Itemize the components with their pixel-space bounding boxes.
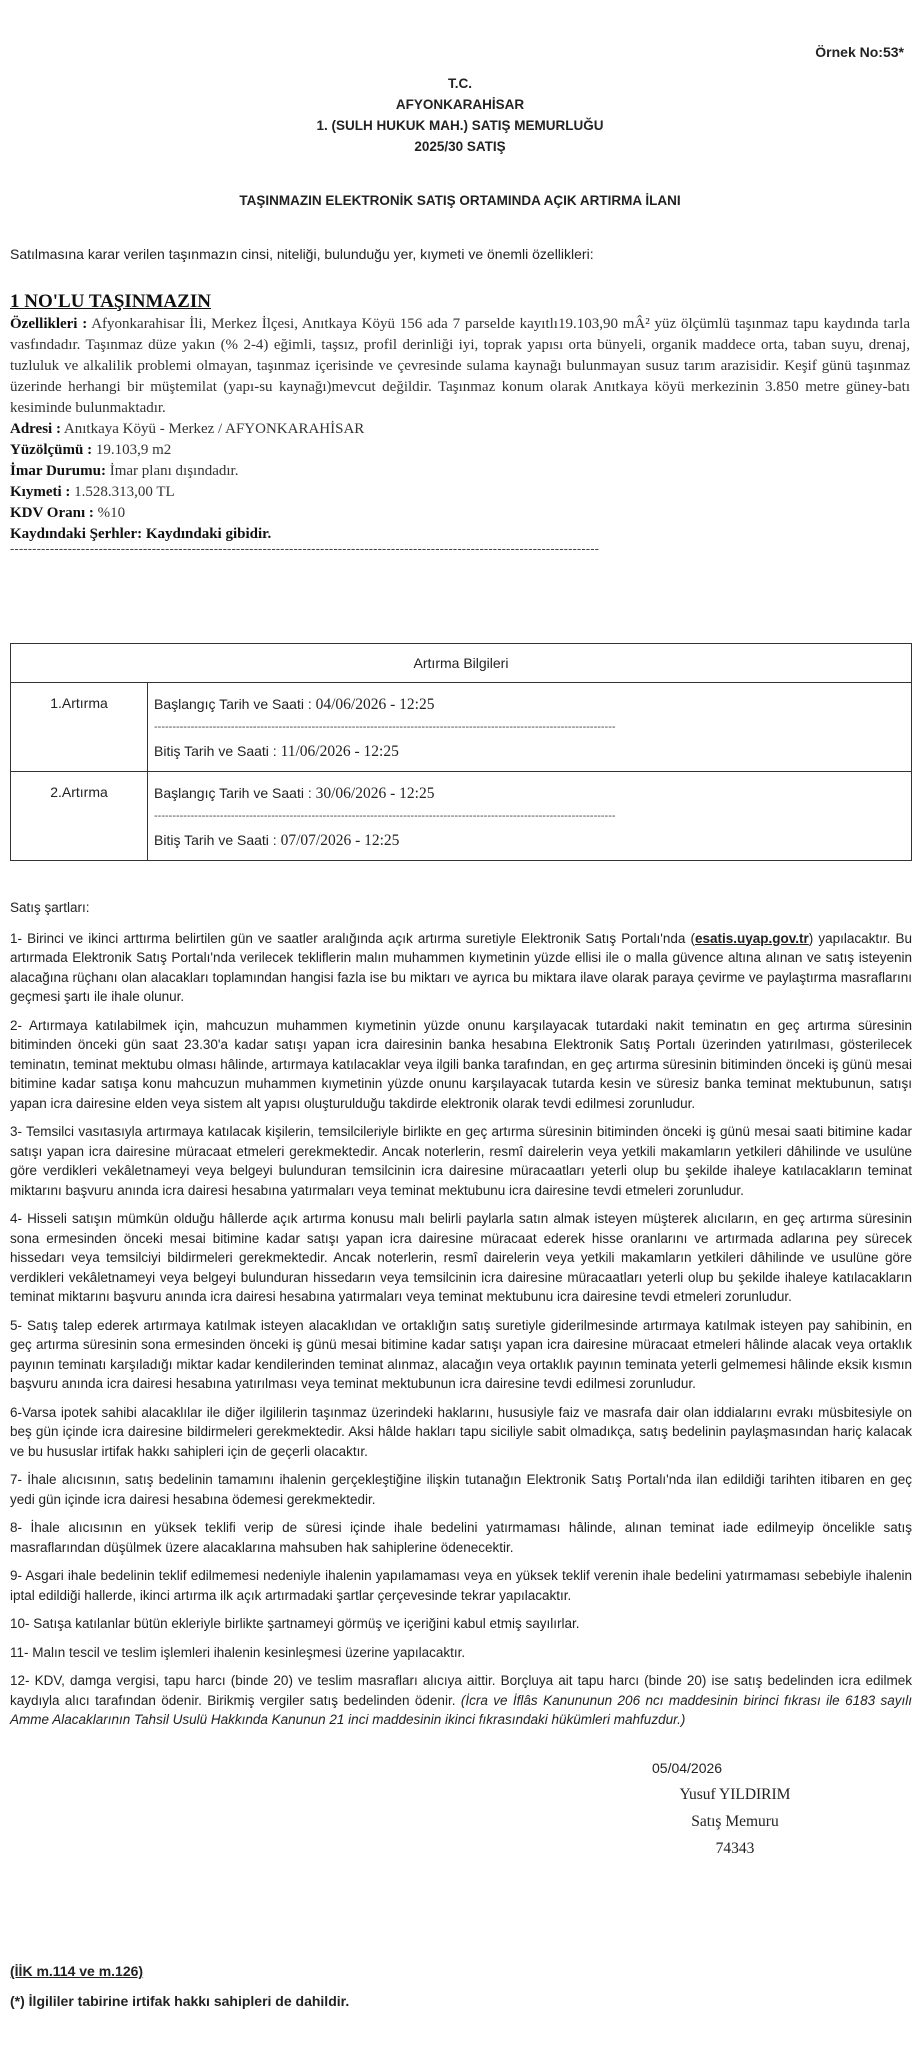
header-file-number: 2025/30 SATIŞ bbox=[414, 139, 506, 154]
zoning-value: İmar planı dışındadır. bbox=[109, 463, 239, 479]
property-address bbox=[10, 419, 910, 440]
property-zoning bbox=[10, 461, 910, 482]
auction-dates bbox=[148, 772, 912, 861]
footnote: (*) İlgililer tabirine irtifak hakkı sahipleri de dahildir. bbox=[10, 1993, 350, 2009]
value-label: Kıymeti : bbox=[10, 484, 71, 500]
start-value: 04/06/2026 - 12:25 bbox=[315, 696, 435, 713]
start-label: Başlangıç Tarih ve Saati : bbox=[154, 785, 312, 801]
condition-4: 4- Hisseli satışın mümkün olduğu hâllerde açık artırma konusu malı belirli paylarla satın almak isteyen müşterek alıcıların, en geç artırma süresinin sona ermesinden önceki mesai bitimine kadar satışı yapan icra dairesine müracaat ederek hisse oranlarını ve artırmada adlarına pey sürecek hissedarı veya temsilciyi bildirmeleri gerekmektedir. Ancak noterlerin, resmî dairelerin veya yetkili makamların yetkileri dâhilinde ve usulüne göre verdikleri vekâletnameyi veya belgeyi bulunduran hissedarın veya temsilcinin icra dairesine müracaatları yeterli olup bu şekilde ihaleye katılacakların teminat miktarını başvuru anında icra dairesi hesabına yatırmaları veya teminat mektubunu icra dairesine tevdi etmeleri zorunludur. bbox=[10, 1211, 912, 1304]
auction-table-heading: Artırma Bilgileri bbox=[11, 644, 912, 683]
signatory-name: Yusuf YILDIRIM bbox=[679, 1786, 791, 1803]
signature-date: 05/04/2026 bbox=[652, 1760, 723, 1776]
esatis-link[interactable]: esatis.uyap.gov.tr bbox=[694, 930, 809, 946]
vat-label: KDV Oranı : bbox=[10, 505, 94, 521]
auction-end bbox=[154, 829, 905, 852]
annotations-text: Kaydındaki Şerhler: Kaydındaki gibidir. bbox=[10, 526, 272, 542]
value-amount: 1.528.313,00 TL bbox=[74, 484, 175, 500]
property-vat bbox=[10, 503, 910, 524]
zoning-label: İmar Durumu: bbox=[10, 463, 106, 479]
auction-label: 2.Artırma bbox=[11, 772, 148, 861]
condition-3: 3- Temsilci vasıtasıyla artırmaya katılacak kişilerin, temsilcileriyle birlikte en geç artırma süresinin bitiminden önceki iş günü mesai saati bitimine kadar satışı yapan icra dairesine müracaat etmeleri gerekmektedir. Ancak noterlerin, resmî dairelerin veya yetkili makamların yetkileri dâhilinde ve usulüne göre verdikleri vekâletnameyi veya belgeyi bulunduran temsilcinin icra dairesine müracaatları yeterli olup bu şekilde ihaleye katılacakların teminat miktarını başvuru anında icra dairesi hesabına yatırmaları veya teminat mektubunu icra dairesine tevdi etmeleri zorunludur. bbox=[10, 1124, 912, 1198]
auction-separator: ------------------------------------------------------------------------------------------------------------------------------ bbox=[154, 810, 616, 822]
condition-11: 11- Malın tescil ve teslim işlemleri ihalenin kesinleşmesi üzerine yapılacaktır. bbox=[10, 1644, 466, 1660]
office-header bbox=[0, 73, 920, 157]
end-label: Bitiş Tarih ve Saati : bbox=[154, 743, 277, 759]
auction-row-2 bbox=[11, 772, 912, 861]
header-tc: T.C. bbox=[447, 76, 472, 91]
signatory-title: Satış Memuru bbox=[691, 1813, 779, 1830]
property-features bbox=[10, 314, 910, 419]
condition-1-text-b: ) yapılacaktır. Bu artırmada Elektronik Satış Portalı'nda verilecek tekliflerin malın muhammen kıymetinin yüzde ellisi ile o malla güvence altına alınan ve satış isteyenin alacağına rüçhanı olan alacakları toplamından hangisi fazla ise bu miktarı ve ayrıca bu miktara ilave olarak paraya çevirme ve paylaştırma masraflarını geçmesi şartı ile ihale olunur. bbox=[10, 930, 912, 1004]
condition-6: 6-Varsa ipotek sahibi alacaklılar ile diğer ilgililerin taşınmaz üzerindeki haklarını, hususiyle faiz ve masrafa dair olan iddialarını evrakı müsbitesiyle on beş gün içinde icra dairesine bildirmeleri gerekmektedir. Aksi hâlde hakları tapu siciliyle sabit olmadıkça, satış bedelinin paylaşmasından hariç kalacak ve bu hususlar irtifak hakkı sahipleri için de geçerli olacaktır. bbox=[10, 1404, 912, 1459]
property-value bbox=[10, 482, 910, 503]
condition-5: 5- Satış talep ederek artırmaya katılmak isteyen alacaklıdan ve ortaklığın satış suretiyle giderilmesinde artırmaya katılmak isteyen pay sahibinin, en geç artırma süresinin sona ermesinden önceki iş günü mesai bitimine kadar satışı yapan icra dairesine müracaat etmeleri hâlinde alacak veya ortaklık payının teminatı karşıladığı miktar kadar kendilerinden teminat alınmaz, alacağın veya ortaklık payının teminata yeterli gelmemesi hâlinde eksik kısmın başvuru anında icra dairesi hesabına yatırılması veya teminat mektubunun icra dairesine tevdi edilmesi zorunludur. bbox=[10, 1317, 912, 1391]
address-label: Adresi : bbox=[10, 421, 61, 437]
condition-1 bbox=[10, 929, 912, 1007]
start-value: 30/06/2026 - 12:25 bbox=[315, 785, 435, 802]
condition-8: 8- İhale alıcısının en yüksek teklifi verip de süresi içinde ihale bedelini yatırmaması hâlinde, alınan teminat iade edilmeyip öncelikle satış masraflarından düşülmek üzere alacaklarına mahsuben hak sahiplerine ödenecektir. bbox=[10, 1520, 912, 1555]
sale-conditions bbox=[10, 898, 912, 1739]
condition-12-text: 12- KDV, damga vergisi, tapu harcı (binde 20) ve teslim masrafları alıcıya aittir. Borçluya ait tapu harcı (binde 20) ise satış bedelinden icra edilmek kaydıyla alıcı tarafından ödenir. Birikmiş vergiler satış bedelinden ödenir. bbox=[10, 1673, 912, 1708]
property-section bbox=[10, 290, 910, 545]
address-value: Anıtkaya Köyü - Merkez / AFYONKARAHİSAR bbox=[63, 421, 365, 437]
intro-text: Satılmasına karar verilen taşınmazın cinsi, niteliği, bulunduğu yer, kıymeti ve önemli özellikleri: bbox=[10, 246, 594, 262]
end-value: 11/06/2026 - 12:25 bbox=[280, 743, 399, 760]
auction-row-1 bbox=[11, 683, 912, 772]
property-heading: 1 NO'LU TAŞINMAZIN bbox=[10, 291, 211, 312]
section-divider: ------------------------------------------------------------------------------------------------------------------------------------- bbox=[10, 541, 600, 556]
auction-end bbox=[154, 740, 905, 763]
area-value: 19.103,9 m2 bbox=[95, 442, 172, 458]
area-label: Yüzölçümü : bbox=[10, 442, 93, 458]
condition-2: 2- Artırmaya katılabilmek için, mahcuzun muhammen kıymetinin yüzde onunu karşılayacak tutardaki nakit teminatın en geç artırma süresinin bitiminden önceki gün saat 23.30'a kadar satışı yapan icra dairesinin banka hesabına Elektronik Satış Portalı üzerinden yatırılması, gösterilecek teminatın, teminat mektubu olması hâlinde, artırmaya katılacaklar veya ilgili banka tarafından, en geç artırma süresinin bitiminden önceki iş günü mesai bitimine kadar satışa konu mahcuzun muhammen kıymetinin yüzde onunu karşılayacak tutarda kesin ve süresiz banka teminat mektubunun, satışı yapan icra dairesine elden veya sistem alt yapısı oluşturulduğu takdirde elektronik olarak tevdi edilmesi zorunludur. bbox=[10, 1017, 912, 1111]
auction-start bbox=[154, 693, 905, 716]
auction-dates bbox=[148, 683, 912, 772]
auction-label: 1.Artırma bbox=[11, 683, 148, 772]
vat-value: %10 bbox=[97, 505, 126, 521]
condition-7: 7- İhale alıcısının, satış bedelinin tamamını ihalenin gerçekleştiğine ilişkin tutanağın Elektronik Satış Portalı'nda ilan edildiği tarihten itibaren en geç yedi gün içinde icra dairesi hesabına ödemesi gerekmektedir. bbox=[10, 1472, 912, 1507]
notice-title: TAŞINMAZIN ELEKTRONİK SATIŞ ORTAMINDA AÇIK ARTIRMA İLANI bbox=[239, 193, 681, 208]
header-office: 1. (SULH HUKUK MAH.) SATIŞ MEMURLUĞU bbox=[316, 118, 604, 133]
condition-12-legal-note: (İcra ve İflâs Kanununun 206 ncı maddesinin birinci fıkrası ile 6183 sayılı Amme Alacaklarının Tahsil Usulü Hakkında Kanunun 21 inci maddesinin ikinci fıkrasındaki hükümleri mahfuzdur.) bbox=[10, 1692, 913, 1727]
features-value: Afyonkarahisar İli, Merkez İlçesi, Anıtkaya Köyü 156 ada 7 parselde kayıtlı19.103,90 mÂ² yüz ölçümlü taşınmaz tapu kaydında tarla vasfındadır. Taşınmaz düze yakın (% 2-4) eğimli, taşsız, profil derinliği iyi, toprak yapısı orta bünyeli, organik maddece orta, taban suyu, drenaj, tuzluluk ve alkalilik problemi olmayan, taşınmaz içerisinde ve çevresinde sulama kaynağı bulunmayan susuz tarım arazisidir. Keşif günü taşınmaz üzerinde herhangi bir müştemilat (yapı-su kaynağı)mevcut değildir. Taşınmaz konum olarak Anıtkaya köyü merkezinin 3.850 metre güney-batı kesiminde bulunmaktadır. bbox=[10, 316, 910, 416]
auction-table-header-row bbox=[11, 644, 912, 683]
auction-start bbox=[154, 782, 905, 805]
start-label: Başlangıç Tarih ve Saati : bbox=[154, 696, 312, 712]
condition-12 bbox=[10, 1671, 912, 1730]
sample-number: Örnek No:53* bbox=[815, 44, 904, 60]
features-label: Özellikleri : bbox=[10, 316, 88, 332]
header-city: AFYONKARAHİSAR bbox=[395, 97, 525, 112]
property-area bbox=[10, 440, 910, 461]
signatory-number: 74343 bbox=[715, 1840, 755, 1857]
condition-10: 10- Satışa katılanlar bütün ekleriyle birlikte şartnameyi görmüş ve içeriğini kabul etmiş sayılırlar. bbox=[10, 1616, 580, 1631]
conditions-title: Satış şartları: bbox=[10, 900, 90, 915]
end-label: Bitiş Tarih ve Saati : bbox=[154, 832, 277, 848]
condition-1-text-a: 1- Birinci ve ikinci arttırma belirtilen gün ve saatler aralığında açık artırma suretiyle Elektronik Satış Portalı'nda ( bbox=[10, 930, 695, 946]
condition-9: 9- Asgari ihale bedelinin teklif edilmemesi nedeniyle ihalenin yapılamaması veya en yüksek teklif verenin ihale bedelini yatırmaması sebebiyle ihalenin iptal edildiği hallerde, ikinci artırma ilk açık artırmadaki şartlar çerçevesinde tekrar yapılacaktır. bbox=[10, 1568, 912, 1603]
law-reference: (İİK m.114 ve m.126) bbox=[10, 1963, 144, 1979]
auction-separator: ------------------------------------------------------------------------------------------------------------------------------ bbox=[154, 721, 616, 733]
auction-table bbox=[10, 643, 912, 861]
end-value: 07/07/2026 - 12:25 bbox=[280, 832, 400, 849]
